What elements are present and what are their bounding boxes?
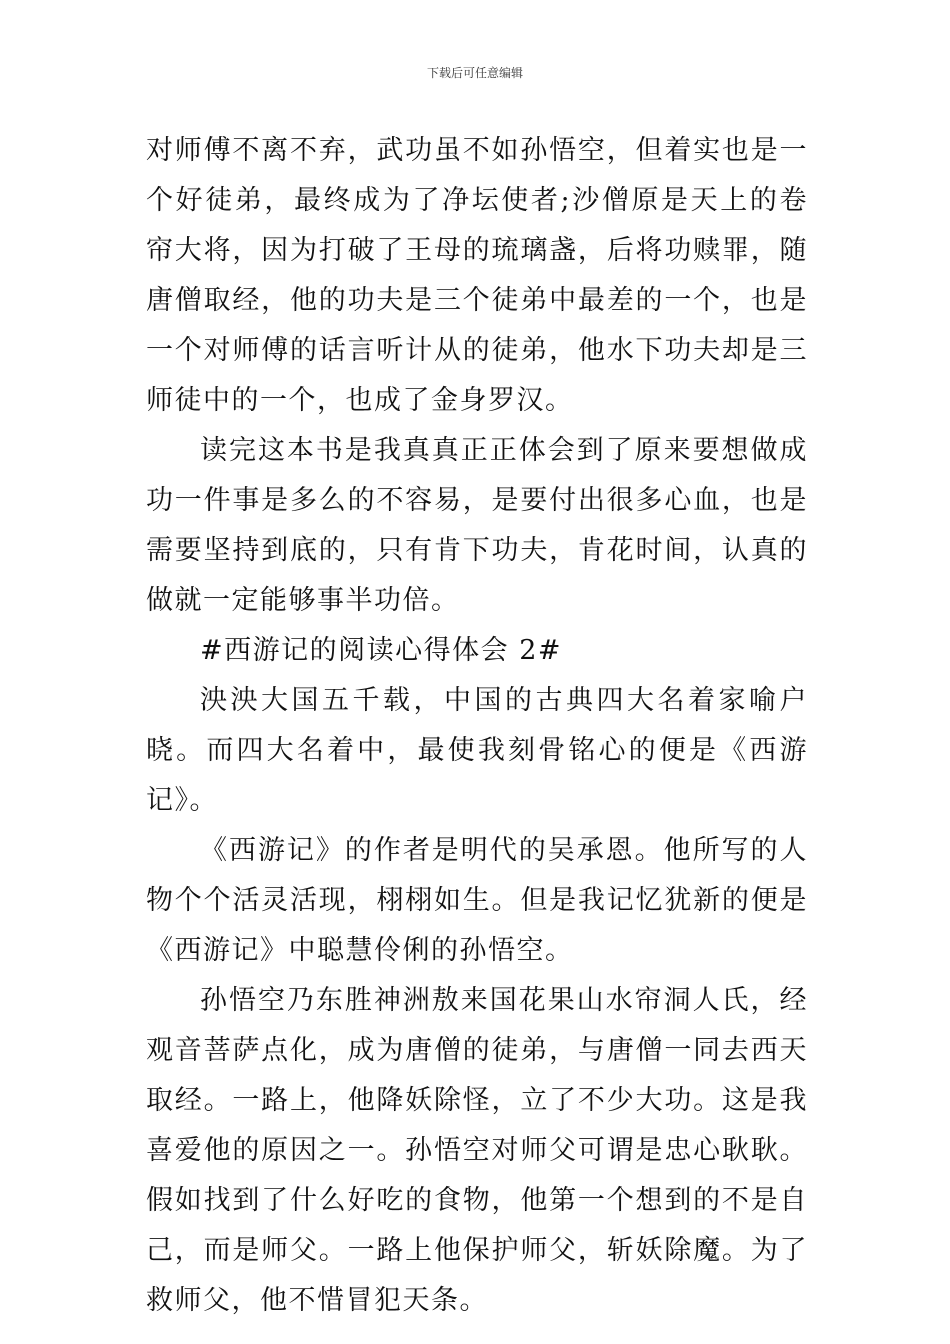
paragraph-author: 《西游记》的作者是明代的吴承恩。他所写的人物个个活灵活现，栩栩如生。但是我记忆犹新的便是《西游记》中聪慧伶俐的孙悟空。 [146, 835, 808, 966]
paragraph-continuation: 对师傅不离不弃，武功虽不如孙悟空，但着实也是一个好徒弟，最终成为了净坛使者;沙僧原是天上的卷帘大将，因为打破了王母的琉璃盏，后将功赎罪，随唐僧取经，他的功夫是三个徒弟中最差的一个，也是一个对师傅的话言听计从的徒弟，他水下功夫却是三师徒中的一个，也成了金身罗汉。 [146, 135, 808, 416]
paragraph-intro: 泱泱大国五千载，中国的古典四大名着家喻户晓。而四大名着中，最使我刻骨铭心的便是《西游记》。 [146, 685, 808, 816]
paragraph-sun-wukong: 孙悟空乃东胜神洲敖来国花果山水帘洞人氏，经观音菩萨点化，成为唐僧的徒弟，与唐僧一同去西天取经。一路上，他降妖除怪，立了不少大功。这是我喜爱他的原因之一。孙悟空对师父可谓是忠心耿耿。假如找到了什么好吃的食物，他第一个想到的不是自己，而是师父。一路上他保护师父，斩妖除魔。为了救师父，他不惜冒犯天条。 [146, 985, 808, 1316]
paragraph-reflection: 读完这本书是我真真正正体会到了原来要想做成功一件事是多么的不容易，是要付出很多心血，也是需要坚持到底的，只有肯下功夫，肯花时间，认真的做就一定能够事半功倍。 [146, 435, 808, 616]
document-body [146, 126, 808, 1326]
page-header: 下载后可任意编辑 [426, 66, 523, 80]
section-heading: #西游记的阅读心得体会 2# [200, 635, 563, 666]
